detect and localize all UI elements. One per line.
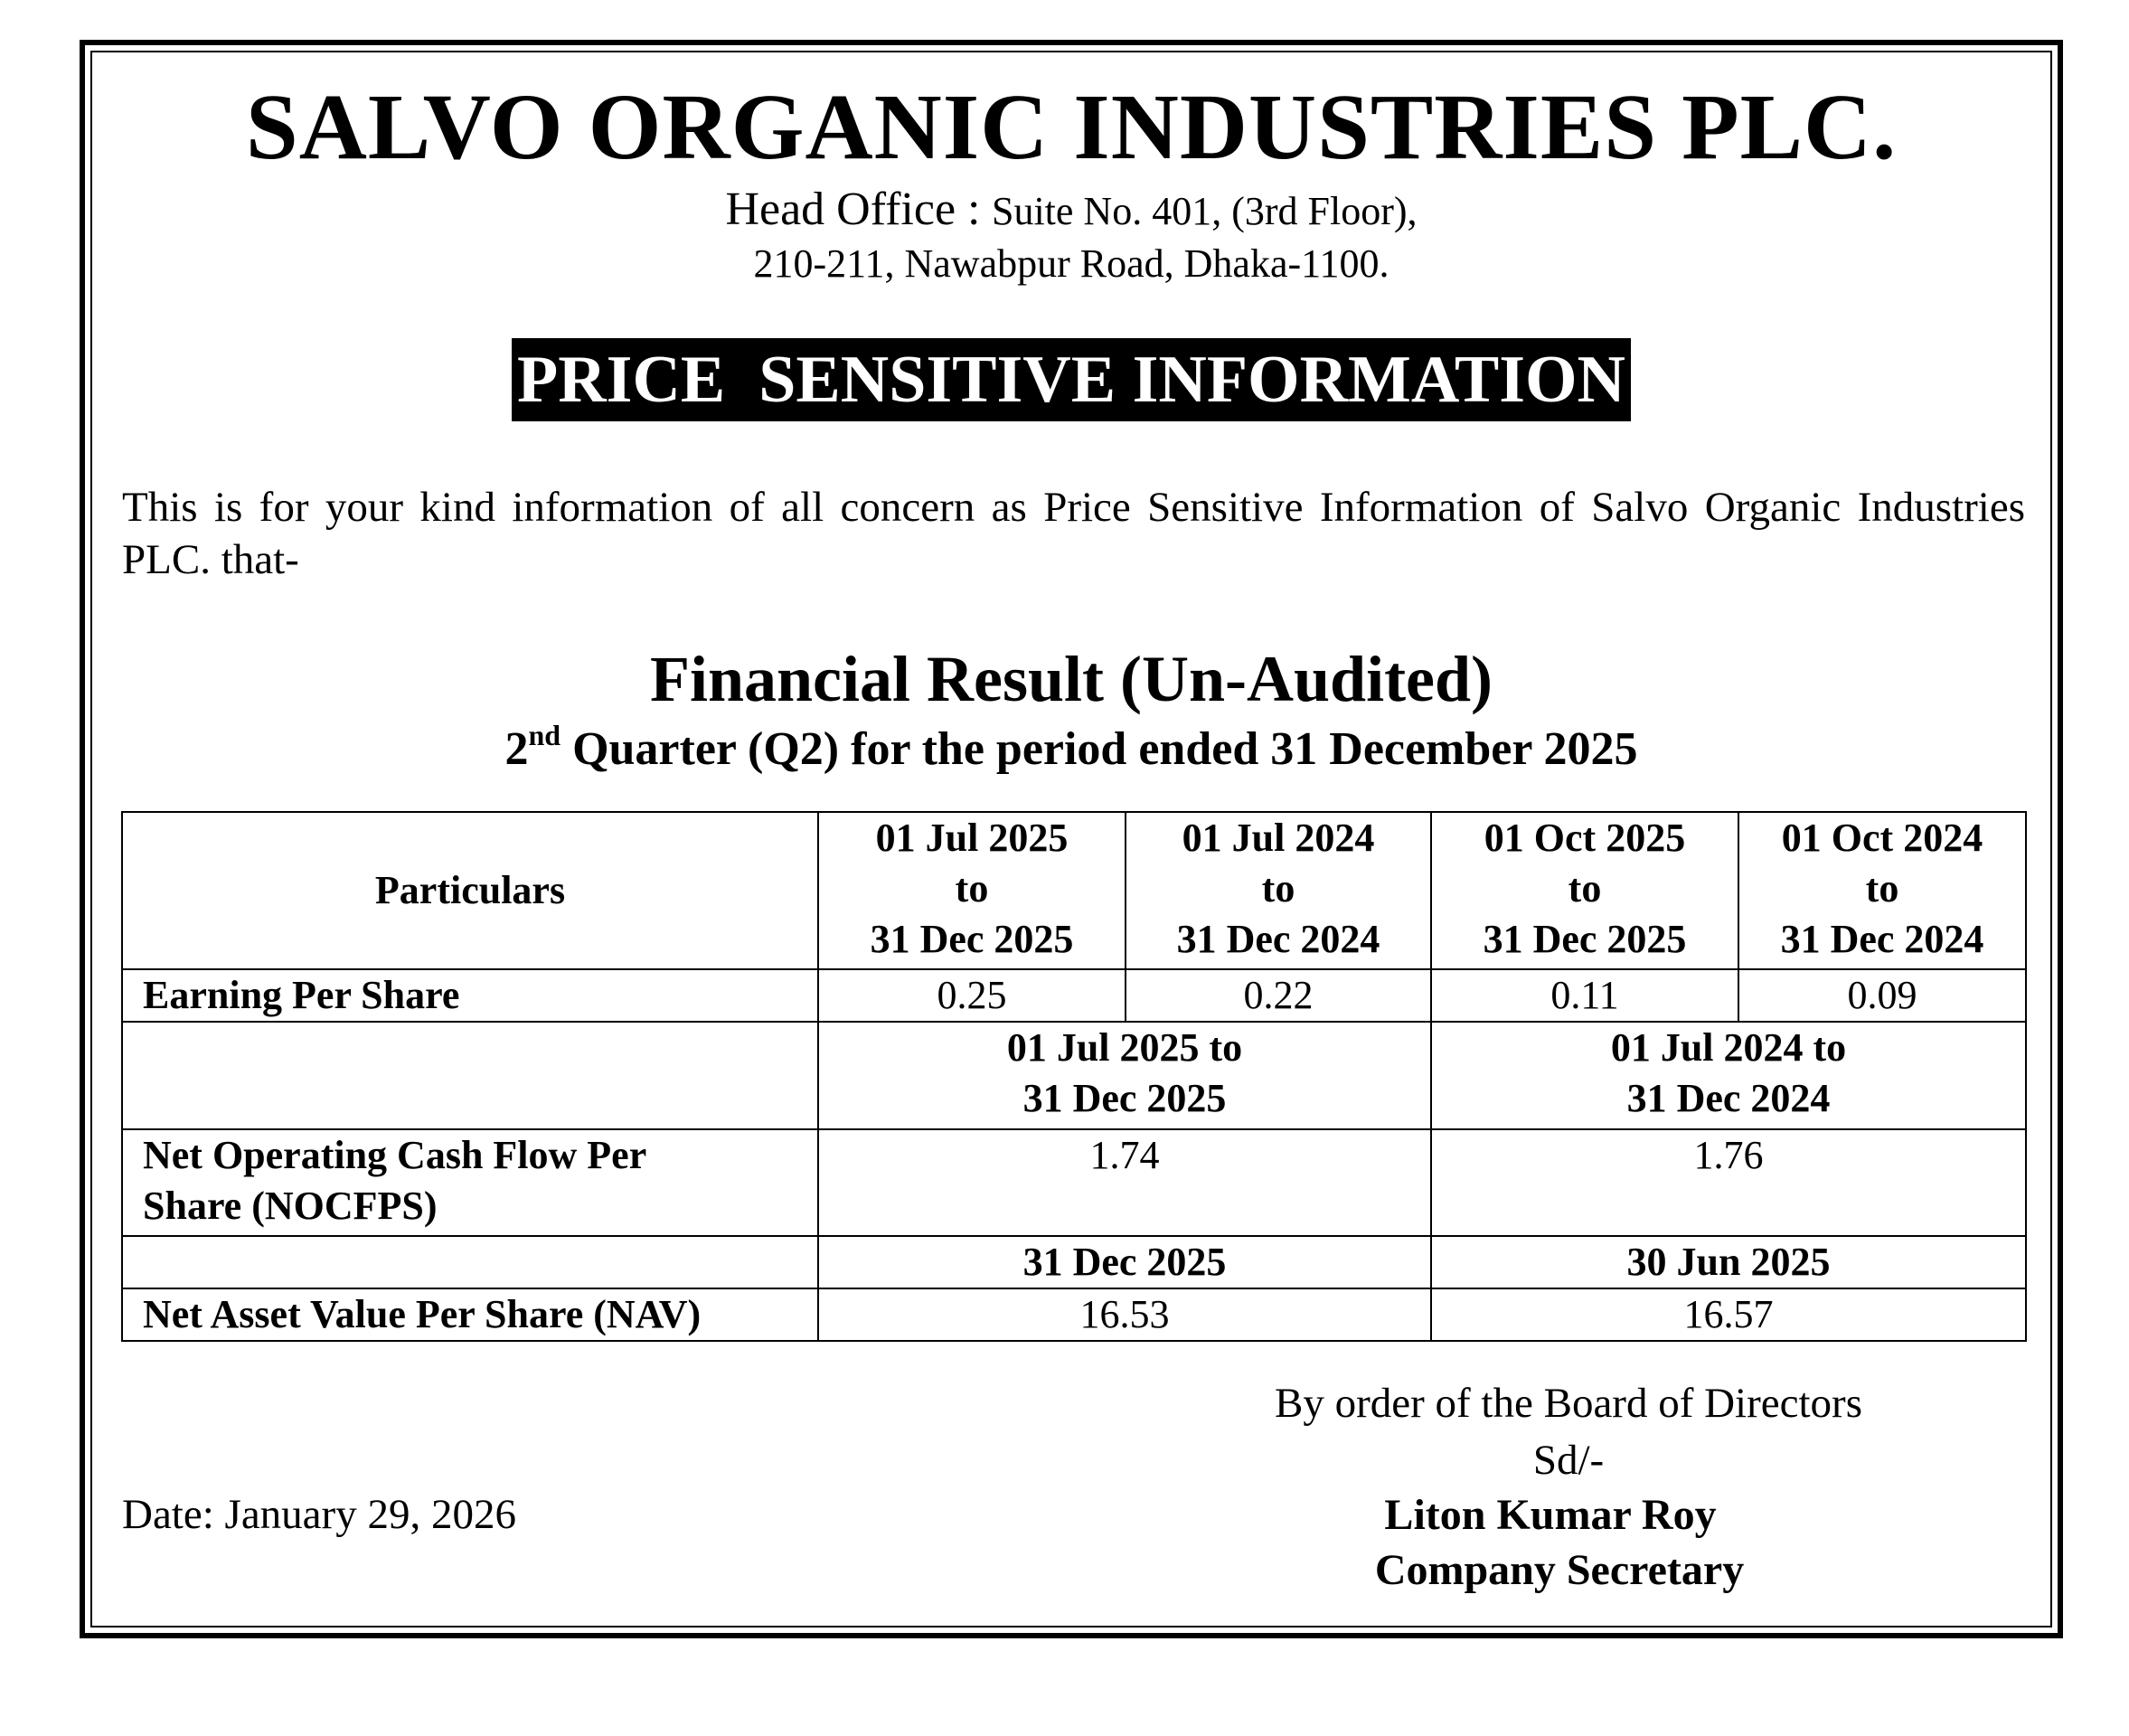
table-row (122, 969, 2026, 1022)
period-from: 01 Oct 2024 (1781, 816, 1983, 860)
nocfps-label-line-2: Share (NOCFPS) (143, 1183, 438, 1228)
empty-cell (122, 1236, 818, 1288)
nav-label: Net Asset Value Per Share (NAV) (122, 1288, 818, 1341)
nav-date-header: 31 Dec 2025 (818, 1236, 1431, 1288)
period-header (818, 812, 1126, 969)
period-to-word: to (1261, 866, 1295, 910)
nocfps-value: 1.76 (1431, 1129, 2026, 1236)
eps-label: Earning Per Share (122, 969, 818, 1022)
period-from: 01 Jul 2025 (875, 816, 1069, 860)
price-sensitive-banner: PRICE SENSITIVE INFORMATION (512, 338, 1631, 421)
period-to: 31 Dec 2025 (1483, 917, 1687, 961)
period-to-word: to (1568, 866, 1602, 910)
eps-value: 0.11 (1431, 969, 1738, 1022)
eps-value: 0.25 (818, 969, 1126, 1022)
period-from: 01 Oct 2025 (1484, 816, 1686, 860)
signatory-title: Company Secretary (1374, 1546, 1745, 1594)
period-header (1431, 812, 1738, 969)
by-order-text: By order of the Board of Directors (1275, 1380, 1862, 1427)
address-line-1 (90, 184, 2052, 235)
table-row (122, 1236, 2026, 1288)
table-row (122, 1129, 2026, 1236)
nocfps-period-header (1431, 1022, 2026, 1128)
period-line-2: 31 Dec 2024 (1626, 1076, 1831, 1121)
period-to: 31 Dec 2024 (1780, 917, 1984, 961)
particulars-header: Particulars (122, 812, 818, 969)
eps-value: 0.22 (1126, 969, 1431, 1022)
table-row (122, 1288, 2026, 1341)
banner-wrapper (90, 338, 2052, 421)
nocfps-label (122, 1129, 818, 1236)
subtitle-rest: Quarter (Q2) for the period ended 31 December 2025 (561, 723, 1638, 775)
period-to: 31 Dec 2024 (1176, 917, 1380, 961)
nav-value: 16.53 (818, 1288, 1431, 1341)
period-to-word: to (1865, 866, 1899, 910)
period-header (1126, 812, 1431, 969)
result-subtitle (90, 719, 2052, 775)
address-line-2: 210-211, Nawabpur Road, Dhaka-1100. (753, 241, 1390, 286)
nocfps-value: 1.74 (818, 1129, 1431, 1236)
nav-date-header: 30 Jun 2025 (1431, 1236, 2026, 1288)
document-date: Date: January 29, 2026 (122, 1491, 516, 1538)
financial-results-table (121, 811, 2027, 1342)
table-row (122, 812, 2026, 969)
address-suite: Suite No. 401, (3rd Floor), (991, 189, 1418, 233)
nocfps-period-header (818, 1022, 1431, 1128)
period-from: 01 Jul 2024 (1182, 816, 1375, 860)
address-label: Head Office : (725, 184, 981, 235)
nav-value: 16.57 (1431, 1288, 2026, 1341)
company-name: SALVO ORGANIC INDUSTRIES PLC. (245, 75, 1898, 179)
eps-value: 0.09 (1738, 969, 2026, 1022)
period-to: 31 Dec 2025 (870, 917, 1074, 961)
period-line-1: 01 Jul 2025 to (1006, 1025, 1243, 1071)
signatory-name: Liton Kumar Roy (1384, 1491, 1717, 1539)
period-to-word: to (955, 866, 989, 910)
table-row (122, 1022, 2026, 1128)
quarter-ordinal: 2 (504, 723, 529, 775)
nocfps-label-line-1: Net Operating Cash Flow Per (143, 1132, 647, 1177)
result-title: Financial Result (Un-Audited) (649, 643, 1493, 715)
period-line-1: 01 Jul 2024 to (1610, 1025, 1847, 1071)
intro-paragraph: This is for your kind information of all concern as Price Sensitive Information of Salvo Organic Industries PLC. that- (122, 484, 2025, 583)
ordinal-suffix: nd (528, 719, 561, 751)
empty-cell (122, 1022, 818, 1128)
signed-mark: Sd/- (1532, 1437, 1605, 1484)
period-line-2: 31 Dec 2025 (1022, 1076, 1227, 1121)
period-header (1738, 812, 2026, 969)
